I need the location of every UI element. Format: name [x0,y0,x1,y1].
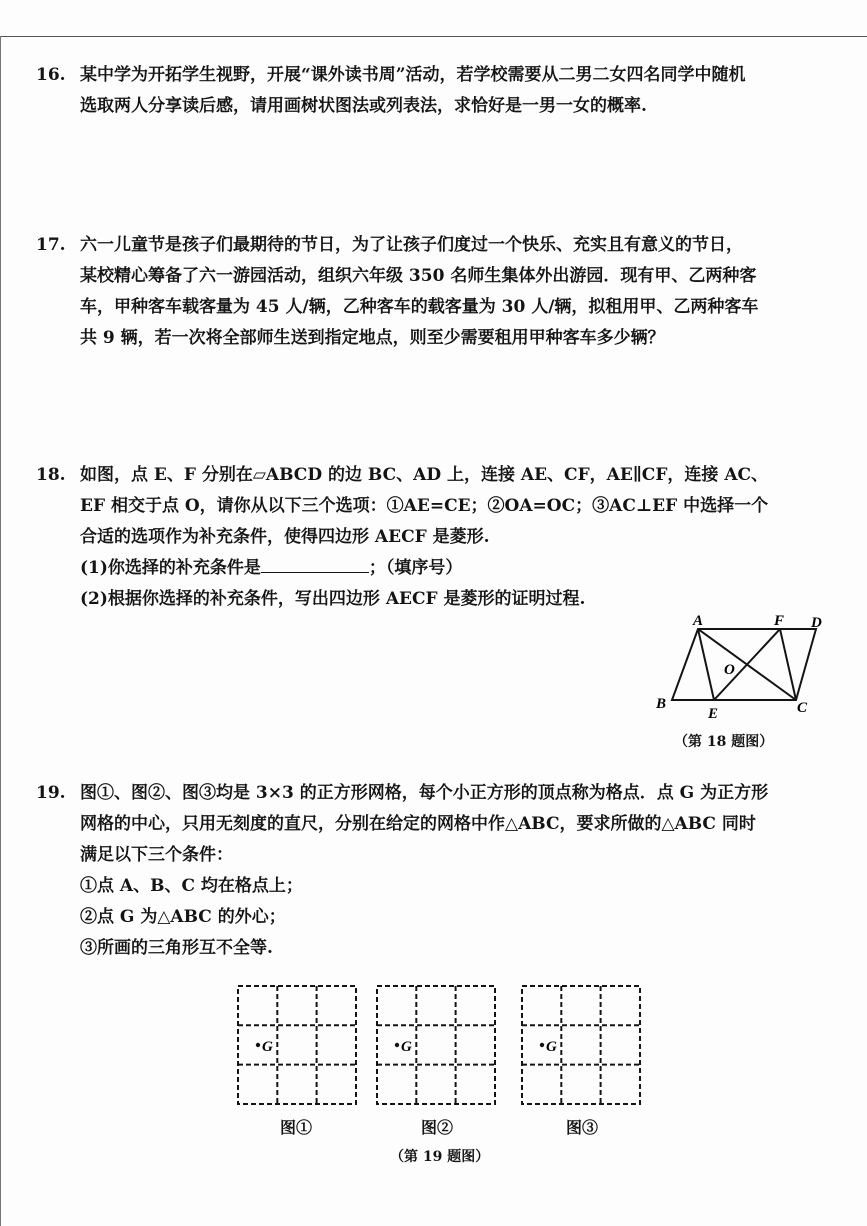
point-g-dot [256,1043,260,1047]
grid-figure-2 [375,984,499,1108]
label-g: G [401,1039,412,1055]
question-17-line-3: 车，甲种客车载客量为 45 人/辆，乙种客车的载客量为 30 人/辆，拟租用甲、乙两种客车 [80,297,759,317]
q18-figure-caption: （第 18 题图） [674,734,774,750]
grid-figure-1 [236,984,360,1108]
question-number: 16. [36,65,66,85]
question-19-line-2: 网格的中心，只用无刻度的直尺，分别在给定的网格中作△ABC，要求所做的△ABC 同时 [80,814,756,834]
grid-figure-3 [520,984,644,1108]
question-16-line-2: 选取两人分享读后感，请用画树状图法或列表法，求恰好是一男一女的概率. [80,96,647,116]
question-18-line-2: EF 相交于点 O，请你从以下三个选项：①AE=CE；②OA=OC；③AC⊥EF 中选择一个 [80,496,769,516]
label-f: F [774,613,785,629]
label-b: B [656,696,667,712]
question-17-line-4: 共 9 辆，若一次将全部师生送到指定地点，则至少需要租用甲种客车多少辆？ [80,328,665,348]
answer-blank[interactable] [261,554,369,573]
question-19 [36,778,768,964]
q19-figure-caption: （第 19 题图） [390,1149,490,1165]
question-19-condition-1: ①点 A、B、C 均在格点上； [80,876,303,896]
q18-parallelogram-figure [650,608,830,724]
question-number: 18. [36,465,66,485]
question-number: 19. [36,783,66,803]
question-18-line-3: 合适的选项作为补充条件，使得四边形 AECF 是菱形. [80,527,490,547]
label-o: O [724,662,735,678]
page-top-rule [0,36,867,37]
question-19-line-1: 19. 图①、图②、图③均是 3×3 的正方形网格，每个小正方形的顶点称为格点．点 G 为正方形 [36,778,768,809]
grid-1-label: 图① [280,1118,313,1137]
label-g: G [546,1039,557,1055]
question-17-line-1: 17. 六一儿童节是孩子们最期待的节日，为了让孩子们度过一个快乐、充实且有意义的节日， [36,230,758,261]
label-e: E [708,706,719,722]
question-17 [36,230,758,354]
point-g-dot [540,1043,544,1047]
label-a: A [693,613,704,629]
question-18-part-1: (1)你选择的补充条件是 ；（填序号） [36,553,768,584]
label-d: D [811,615,822,631]
page-left-rule [0,36,1,1226]
question-number: 17. [36,235,66,255]
question-18 [36,460,768,615]
label-c: C [797,700,808,716]
question-18-part-2: (2)根据你选择的补充条件，写出四边形 AECF 是菱形的证明过程. [80,589,586,609]
point-g-dot [395,1043,399,1047]
question-17-line-2: 某校精心筹备了六一游园活动，组织六年级 350 名师生集体外出游园．现有甲、乙两种客 [80,266,757,286]
question-19-line-3: 满足以下三个条件： [80,845,233,865]
question-19-condition-2: ②点 G 为△ABC 的外心； [80,907,286,927]
question-19-condition-3: ③所画的三角形互不全等. [80,938,273,958]
grid-3-label: 图③ [566,1118,599,1137]
question-16-line-1: 16. 某中学为开拓学生视野，开展“课外读书周”活动，若学校需要从二男二女四名同学中随机 [36,60,746,91]
label-g: G [262,1039,273,1055]
grid-2-label: 图② [421,1118,454,1137]
question-18-line-1: 18. 如图，点 E、F 分别在▱ABCD 的边 BC、AD 上，连接 AE、CF，AE∥CF，连接 AC、 [36,460,768,491]
question-16 [36,60,746,122]
